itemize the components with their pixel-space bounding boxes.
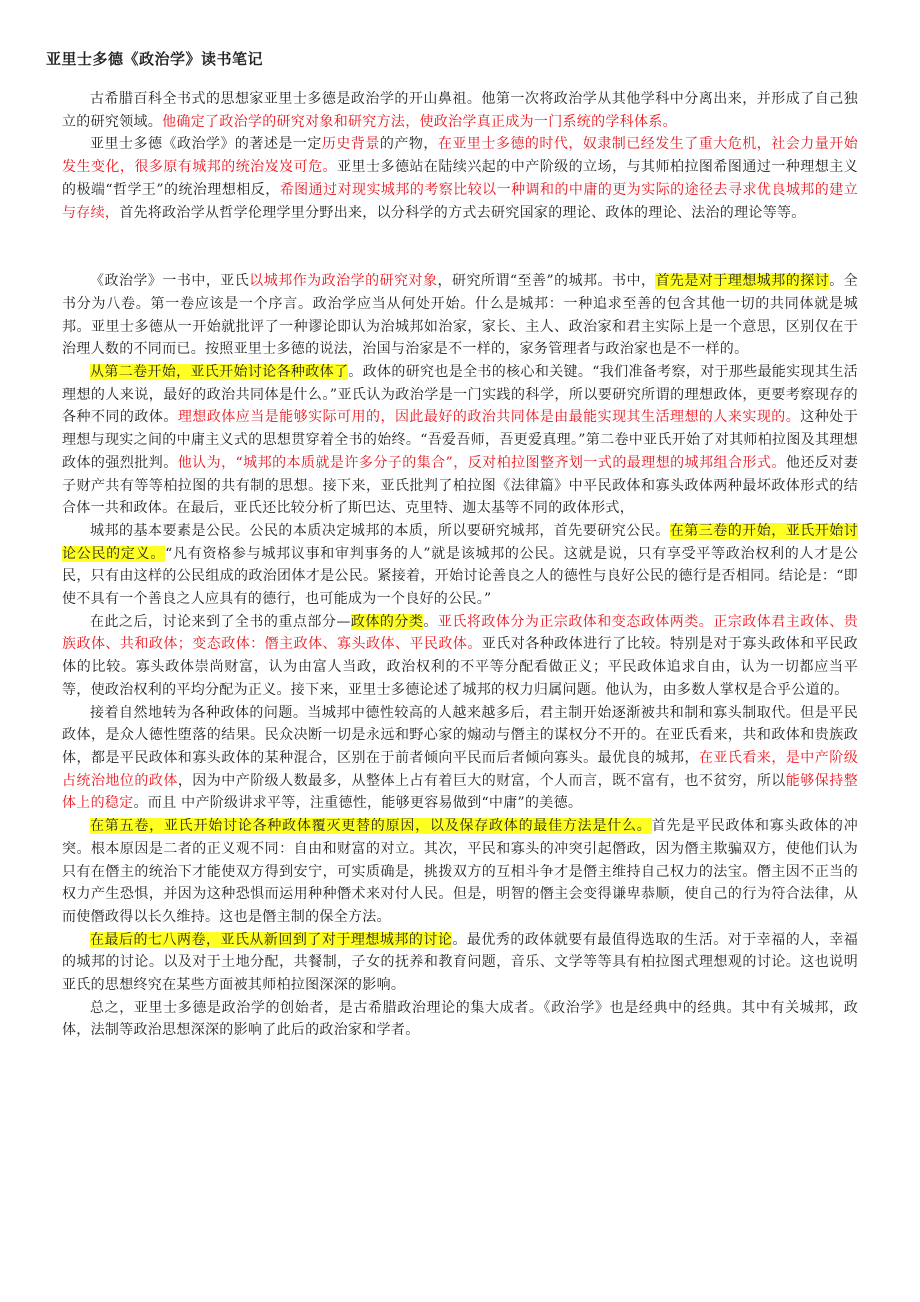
paragraph — [62, 815, 858, 929]
highlighted-text: 政体的分类 — [350, 613, 424, 630]
highlighted-text: 在第五卷，亚氏开始讨论各种政体覆灭更替的原因，以及保存政体的最佳方法是什么。 — [90, 818, 652, 835]
body-text: 亚里士多德《政治学》的著述是一定 — [90, 136, 322, 153]
body-text: 在此之后，讨论来到了全书的重点部分— — [90, 613, 351, 630]
paragraph — [62, 270, 858, 361]
body-text: ，研究所谓“至善”的城邦。书中， — [437, 273, 656, 290]
body-text: 。政体的研究也是全书的核心和关键。“我们准备考察，对于那些最能实现其生活理想的人来说，最好的政治共同体是什么。”亚氏认为政治学是一门实践的科学，所以要研究所谓的理想政体，更要考察现存的各种不同的政体。 — [62, 364, 858, 426]
section-gap — [62, 224, 858, 270]
body-text: 亚里士多德站在陆续兴起的中产阶级的立场，与其师柏拉图希图通过一种理想主义的极端“哲学王”的统治理想相反， — [62, 159, 858, 198]
highlighted-text: 在最后的七八两卷，亚氏从新回到了对于理想城邦的讨论 — [90, 931, 453, 948]
paragraph — [62, 611, 858, 702]
body-text: 亚氏对各种政体进行了比较。特别是对于寡头政体和平民政体的比较。寡头政体崇尚财富，认为由富人当政，政治权利的不平等分配看做正义；平民政体追求自由，认为一切都应当平等，使政治权利的平均分配为正义。接下来，亚里士多德论述了城邦的权力归属问题。他认为，由多数人掌权是合乎公道的。 — [62, 636, 858, 698]
body-text: 首先将政治学从哲学伦理学里分野出来，以分科学的方式去研究国家的理论、政体的理论、法治的理论等等。 — [119, 204, 806, 221]
highlighted-text: 首先是对于理想城邦的探讨 — [655, 273, 830, 290]
body-text: 。而且 中产阶级讲求平等，注重德性，能够更容易做到“中庸”的美德。 — [133, 795, 583, 812]
emphasis-text: 理想政体应当是能够实际可用的，因此最好的政治共同体是由最能实现其生活理想的人来实现的。 — [177, 409, 801, 426]
highlighted-text: 从第二卷开始，亚氏开始讨论各种政体了 — [90, 364, 349, 381]
emphasis-text: 他确定了政治学的研究对象和研究方法，使政治学真正成为一门系统的学科体系。 — [162, 113, 677, 130]
highlighted-text: 在第三卷的开始，亚氏开始讨论公民的定义。 — [62, 522, 858, 562]
body-text: 。 — [423, 613, 438, 630]
paragraph — [62, 361, 858, 520]
body-text: ，因为中产阶级人数最多，从整体上占有着巨大的财富，个人而言，既不富有，也不贫穷，所以 — [177, 772, 786, 789]
emphasis-text: 以城邦作为政治学的研究对象 — [249, 273, 438, 290]
body-text: 《政治学》一书中，亚氏 — [90, 273, 250, 290]
body-text: 这种处于理想与现实之间的中庸主义式的思想贯穿着全书的始终。“吾爱吾师，吾更爱真理。”第二卷中亚氏开始了对其师柏拉图及其理想政体的强烈批判。 — [62, 409, 858, 471]
emphasis-text: 历史背景 — [321, 136, 380, 153]
emphasis-text: 能够保持整体上的稳定 — [62, 772, 858, 812]
emphasis-text: 希图通过对现实城邦的考察比较以一种调和的中庸的更为实际的途径去寻求优良城邦的建立与存续， — [62, 181, 858, 221]
body-text: 古希腊百科全书式的思想家亚里士多德是政治学的开山鼻祖。他第一次将政治学从其他学科中分离出来，并形成了自己独立的研究领域。 — [62, 91, 858, 130]
body-text: 的产物， — [379, 136, 438, 153]
emphasis-text: 在亚氏看来，是中产阶级占统治地位的政体 — [62, 749, 858, 789]
paragraph — [62, 133, 858, 224]
paragraph — [62, 997, 858, 1042]
intro-section — [62, 88, 858, 224]
body-text: 。最优秀的政体就要有最值得选取的生活。对于幸福的人，幸福的城邦的讨论。以及对于土地分配，共餐制，子女的抚养和教育问题，音乐、文学等等具有柏拉图式理想观的讨论。这也说明亚氏的思想终究在某些方面被其师柏拉图深深的影响。 — [62, 931, 858, 994]
body-text: 城邦的基本要素是公民。公民的本质决定城邦的本质，所以要研究城邦，首先要研究公民。 — [90, 522, 670, 539]
document-title: 亚里士多德《政治学》读书笔记 — [46, 50, 264, 68]
paragraph — [62, 520, 858, 611]
emphasis-text: 亚氏将政体分为正宗政体和变态政体两类。正宗政体君主政体、贵族政体、共和政体；变态政体：僭主政体、寡头政体、平民政体。 — [62, 613, 858, 653]
body-text: 他还反对妻子财产共有等等柏拉图的共有制的思想。接下来，亚氏批判了柏拉图《法律篇》中平民政体和寡头政体两种最坏政体形式的结合体一共和政体。在最后，亚氏还比较分析了斯巴达、克里特、迦太基等不同的政体形式， — [62, 454, 859, 517]
emphasis-text: 他认为，“城邦的本质就是许多分子的集合”，反对柏拉图整齐划一式的最理想的城邦组合形式。 — [177, 454, 786, 471]
paragraph — [62, 702, 858, 816]
body-section — [62, 270, 858, 1042]
body-text: “凡有资格参与城邦议事和审判事务的人”就是该城邦的公民。这就是说，只有享受平等政治权利的人才是公民，只有由这样的公民组成的政治团体才是公民。紧接着，开始讨论善良之人的德性与良好公民的德行是否相同。结论是：“即使不具有一个善良之人应具有的德行，也可能成为一个良好的公民。” — [62, 545, 858, 608]
body-text: 总之，亚里士多德是政治学的创始者，是古希腊政治理论的集大成者。《政治学》也是经典中的经典。其中有关城邦，政体，法制等政治思想深深的影响了此后的政治家和学者。 — [62, 999, 858, 1039]
paragraph — [62, 88, 858, 133]
body-text: 。全书分为八卷。第一卷应该是一个序言。政治学应当从何处开始。什么是城邦：一种追求至善的包含其他一切的共同体就是城邦。亚里士多德从一开始就批评了一种谬论即认为治城邦如治家，家长、主人、政治家和君主实际上是一个意思，区别仅在于治理人数的不同而已。按照亚里士多德的说法，治国与治家是不一样的，家务管理者与政治家也是不一样的。 — [62, 273, 858, 358]
paragraph — [62, 929, 858, 997]
body-text: 接着自然地转为各种政体的问题。当城邦中德性较高的人越来越多后，君主制开始逐渐被共和制和寡头制取代。但是平民政体，是众人德性堕落的结果。民众决断一切是永远和野心家的煽动与僭主的谋权分不开的。在亚氏看来，共和政体和贵族政体，都是平民政体和寡头政体的某种混合，区别在于前者倾向平民而后者倾向寡头。最优良的城邦， — [62, 704, 858, 766]
emphasis-text: 在亚里士多德的时代，奴隶制已经发生了重大危机，社会力量开始发生变化，很多原有城邦的统治岌岌可危。 — [62, 136, 858, 176]
body-text: 首先是平民政体和寡头政体的冲突。根本原因是二者的正义观不同：自由和财富的对立。其次，平民和寡头的冲突引起僭政，因为僭主欺骗双方，使他们认为只有在僭主的统治下才能使双方得到安宁，可实质确是，挑拨双方的互相斗争才是僭主维持自己权力的法宝。僭主因不正当的权力产生恐惧，并因为这种恐惧而运用种种僭术来对付人民。但是，明智的僭主会变得谦卑恭顺，使自己的行为符合法律，从而使僭政得以长久维持。这也是僭主制的保全方法。 — [62, 818, 858, 925]
